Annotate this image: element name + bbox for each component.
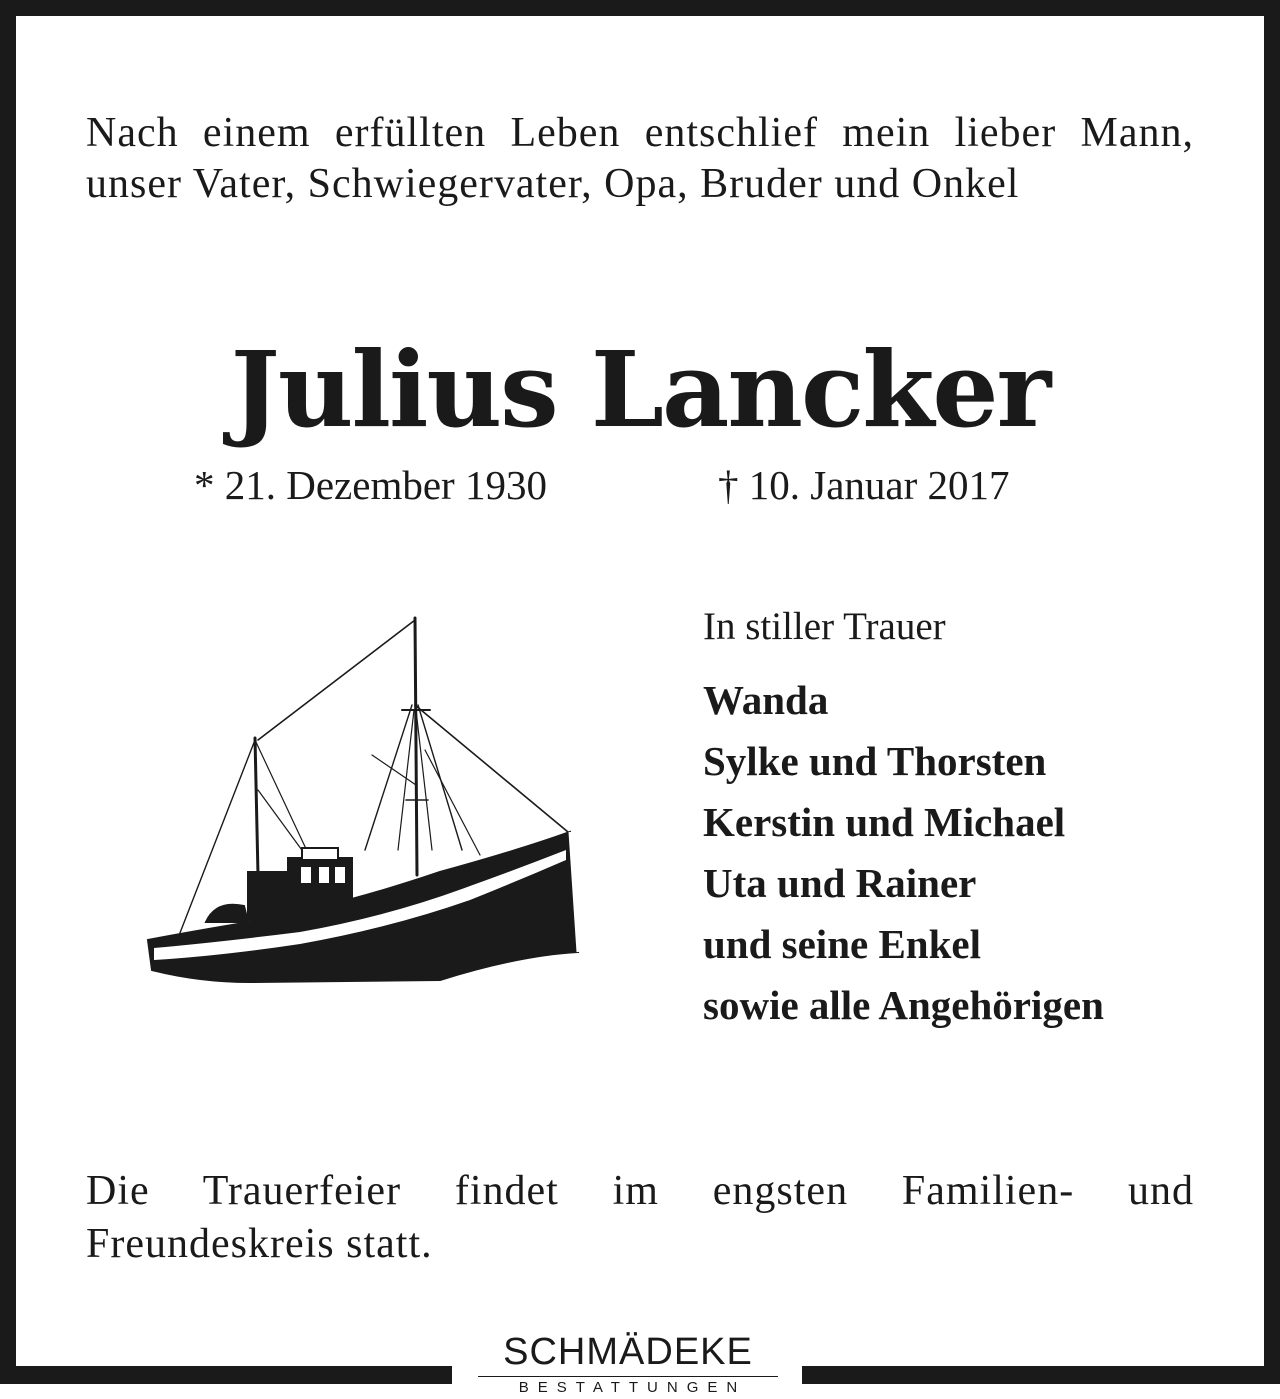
family-member: Kerstin und Michael <box>703 799 1066 845</box>
birth-date: * 21. Dezember 1930 <box>194 462 547 508</box>
family-member: Uta und Rainer <box>703 860 977 906</box>
closing-text: Die Trauerfeier findet im engsten Familien- und Freundeskreis statt. <box>86 1168 1194 1267</box>
death-date: † 10. Januar 2017 <box>718 462 1010 508</box>
family-member: Sylke und Thorsten <box>703 738 1047 784</box>
logo-name: SCHMÄDEKE <box>503 1331 753 1373</box>
mourning-label: In stiller Trauer <box>703 605 946 648</box>
family-member: Wanda <box>703 677 829 723</box>
family-member: und seine Enkel <box>703 921 981 967</box>
frame-border-right <box>1264 0 1280 1384</box>
frame-border-bottom-right <box>802 1366 1280 1384</box>
fishing-boat-icon <box>140 610 600 1000</box>
frame-border-bottom-left <box>0 1366 452 1384</box>
frame-border-top <box>0 0 1280 16</box>
family-member: sowie alle Angehörigen <box>703 982 1104 1028</box>
intro-text: Nach einem erfüllten Leben entschlief mein lieber Mann, unser Vater, Schwiegervater, Opa, Bruder und Onkel <box>86 110 1194 207</box>
funeral-home-logo <box>470 1330 786 1399</box>
family-list <box>703 670 1104 1036</box>
deceased-name: Julius Lancker <box>230 328 1050 451</box>
frame-border-left <box>0 0 16 1384</box>
logo-subtitle: BESTATTUNGEN <box>518 1379 747 1396</box>
